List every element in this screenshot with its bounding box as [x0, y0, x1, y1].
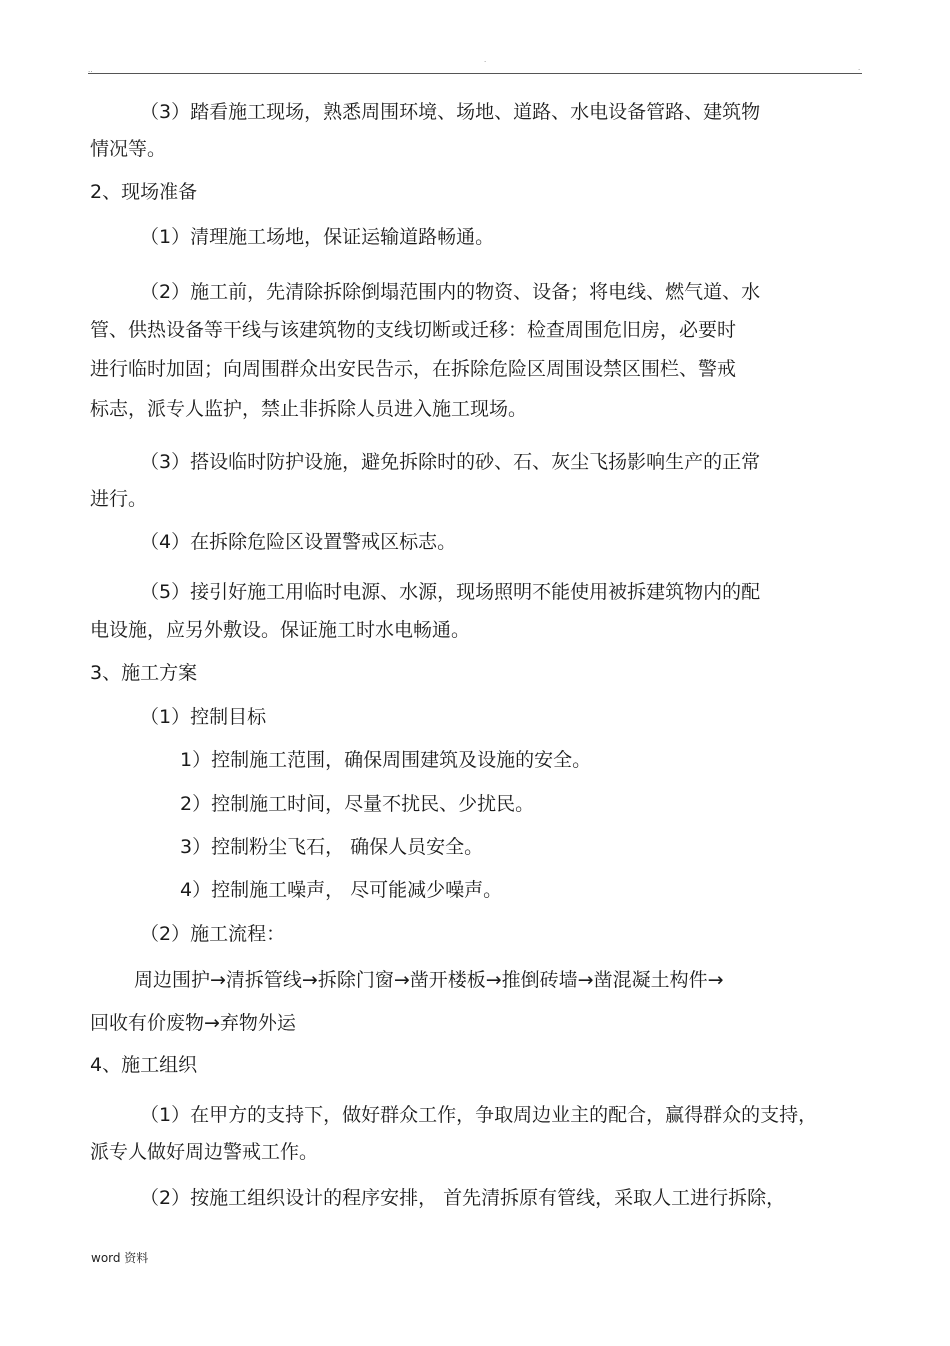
text-line: （3）踏看施工现场，熟悉周围环境、场地、道路、水电设备管路、建筑物 [140, 101, 761, 123]
text-line: 回收有价废物→弃物外运 [90, 1012, 296, 1034]
text-line: 4、施工组织 [90, 1054, 198, 1076]
text-line: 派专人做好周边警戒工作。 [90, 1141, 319, 1163]
text-line: 进行。 [90, 488, 148, 510]
text-line: 管、供热设备等干线与该建筑物的支线切断或迁移：检查周围危旧房，必要时 [90, 319, 737, 341]
text-line: 2）控制施工时间，尽量不扰民、少扰民。 [180, 793, 535, 815]
footer-label: word 资料 [91, 1251, 149, 1265]
text-line: （4）在拆除危险区设置警戒区标志。 [140, 531, 457, 553]
text-line: （1）控制目标 [140, 706, 267, 728]
header-left-mark: .. [88, 66, 93, 74]
text-line: 周边围护→清拆管线→拆除门窗→凿开楼板→推倒砖墙→凿混凝土构件→ [134, 969, 724, 991]
text-line: 情况等。 [90, 138, 167, 160]
header-rule [88, 73, 862, 74]
text-line: 1）控制施工范围，确保周围建筑及设施的安全。 [180, 749, 592, 771]
text-line: 2、现场准备 [90, 181, 198, 203]
text-line: 3、施工方案 [90, 662, 198, 684]
header-center-mark: · [484, 58, 487, 66]
text-line: （5）接引好施工用临时电源、水源，现场照明不能使用被拆建筑物内的配 [140, 581, 761, 603]
text-line: （2）施工前，先清除拆除倒塌范围内的物资、设备；将电线、燃气道、水 [140, 281, 761, 303]
text-line: 4）控制施工噪声， 尽可能减少噪声。 [180, 879, 503, 901]
text-line: 进行临时加固；向周围群众出安民告示，在拆除危险区周围设禁区围栏、警戒 [90, 358, 737, 380]
text-line: （2）按施工组织设计的程序安排， 首先清拆原有管线，采取人工进行拆除， [140, 1187, 786, 1209]
text-line: （2）施工流程： [140, 923, 286, 945]
text-line: （1）在甲方的支持下，做好群众工作，争取周边业主的配合，赢得群众的支持， [140, 1104, 818, 1126]
text-line: （3）搭设临时防护设施，避免拆除时的砂、石、灰尘飞扬影响生产的正常 [140, 451, 761, 473]
header-right-mark: . [858, 64, 861, 72]
text-line: （1）清理施工场地，保证运输道路畅通。 [140, 226, 495, 248]
text-line: 标志，派专人监护，禁止非拆除人员进入施工现场。 [90, 398, 528, 420]
text-line: 电设施，应另外敷设。保证施工时水电畅通。 [90, 619, 471, 641]
text-line: 3）控制粉尘飞石， 确保人员安全。 [180, 836, 484, 858]
